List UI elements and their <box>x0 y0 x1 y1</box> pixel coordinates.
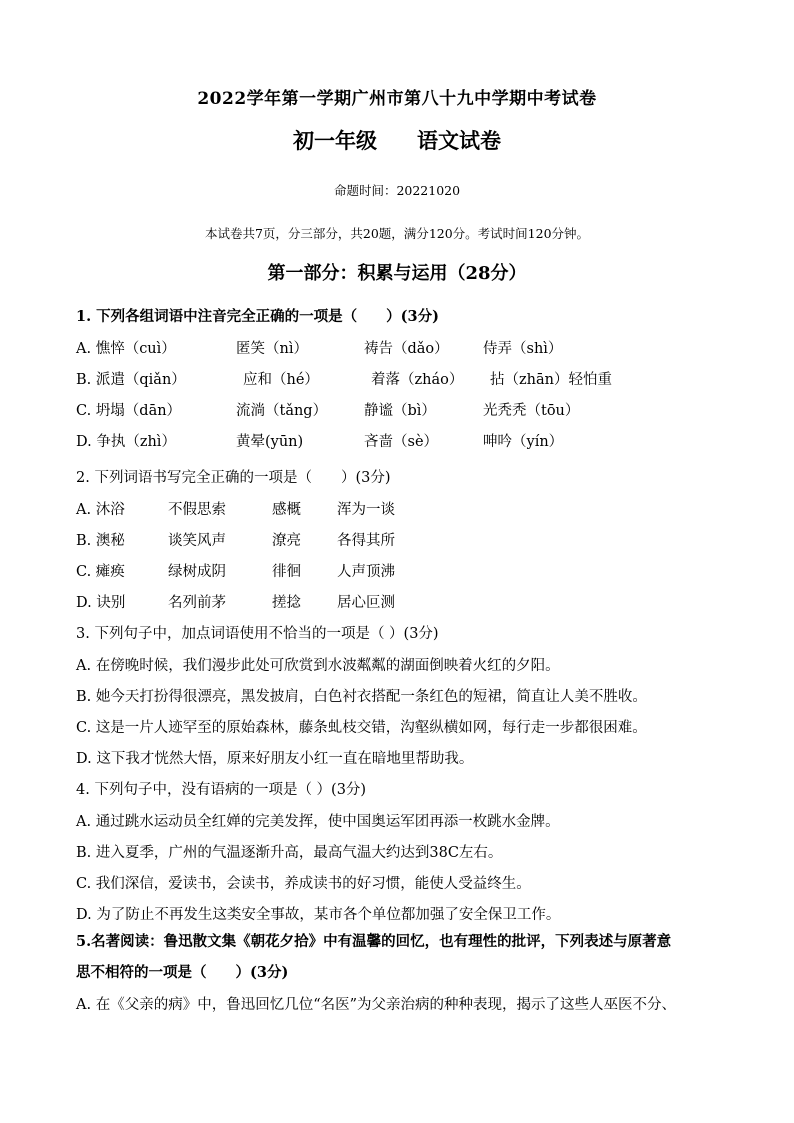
exam-date: 命题时间：20221020 <box>333 183 461 198</box>
q4-option-d: D. 为了防止不再发生这类安全事故，某市各个单位都加强了安全保卫工作。 <box>76 907 561 923</box>
q2-c-3: 徘徊 <box>272 564 301 580</box>
exam-info: 本试卷共7页，分三部分，共20题，满分120分。考试时间120分钟。 <box>204 226 590 241</box>
question-2-stem: 2. 下列词语书写完全正确的一项是（ ）(3分) <box>76 470 391 486</box>
q2-a-2: 不假思索 <box>168 502 226 518</box>
subject-label: 语文试卷 <box>417 128 501 153</box>
q3-option-d: D. 这下我才恍然大悟，原来好朋友小红一直在暗地里帮助我。 <box>76 751 474 767</box>
q2-c-1: C. 瘫痪 <box>76 564 125 580</box>
grade-label: 初一年级 <box>293 128 377 153</box>
q1-a-1: A. 憔悴（cuì） <box>76 341 176 357</box>
q2-d-1: D. 诀别 <box>76 595 126 611</box>
q1-b-3: 着落（zháo） <box>371 372 464 388</box>
q1-d-2: 黄晕(yūn) <box>236 434 304 450</box>
question-4-stem: 4. 下列句子中，没有语病的一项是（ ）(3分) <box>76 782 367 798</box>
q2-a-4: 浑为一谈 <box>337 502 395 518</box>
q3-option-a: A. 在傍晚时候，我们漫步此处可欣赏到水波粼粼的湖面倒映着火红的夕阳。 <box>76 658 560 674</box>
exam-title: 2022学年第一学期广州市第八十九中学期中考试卷 <box>197 89 597 109</box>
q4-option-b: B. 进入夏季，广州的气温逐渐升高，最高气温大约达到38C左右。 <box>76 845 503 861</box>
q1-a-4: 侍弄（shì） <box>483 341 563 357</box>
q1-c-3: 静谧（bì） <box>364 403 436 419</box>
q1-b-4: 拈（zhān）轻怕重 <box>490 372 612 388</box>
q3-option-b: B. 她今天打扮得很漂亮，黑发披肩，白色衬衣搭配一条红色的短裙，简直让人美不胜收。 <box>76 689 647 705</box>
q2-d-3: 搓捻 <box>272 595 301 611</box>
part1-title: 第一部分：积累与运用（28分） <box>267 263 527 284</box>
exam-subtitle <box>0 125 794 155</box>
q4-option-a: A. 通过跳水运动员全红婵的完美发挥，使中国奥运军团再添一枚跳水金牌。 <box>76 814 560 830</box>
q1-c-4: 光秃秃（tōu） <box>483 403 580 419</box>
q1-b-1: B. 派遣（qiǎn） <box>76 372 186 388</box>
q2-d-2: 名列前茅 <box>168 595 226 611</box>
q4-option-c: C. 我们深信，爱读书，会读书，养成读书的好习惯，能使人受益终生。 <box>76 876 531 892</box>
q1-d-1: D. 争执（zhì） <box>76 434 176 450</box>
question-5-stem-line2: 思不相符的一项是（ ）(3分) <box>76 964 289 981</box>
question-3-stem: 3. 下列句子中，加点词语使用不恰当的一项是（ ）(3分) <box>76 626 439 642</box>
q2-d-4: 居心叵测 <box>337 595 395 611</box>
q1-d-4: 呻吟（yín） <box>483 434 564 450</box>
q2-a-1: A. 沐浴 <box>76 502 125 518</box>
q2-c-2: 绿树成阴 <box>168 564 226 580</box>
q1-d-3: 吝啬（sè） <box>364 434 439 450</box>
q1-c-2: 流淌（tǎng） <box>236 403 328 419</box>
question-1-stem: 1. 下列各组词语中注音完全正确的一项是（ ）(3分) <box>76 308 439 325</box>
q2-b-3: 潦亮 <box>272 533 301 549</box>
q1-b-2: 应和（hé） <box>243 372 319 388</box>
q2-c-4: 人声顶沸 <box>337 564 395 580</box>
question-5-stem-line1: 5.名著阅读：鲁迅散文集《朝花夕拾》中有温馨的回忆，也有理性的批评，下列表述与原著意 <box>76 933 672 950</box>
q2-a-3: 感概 <box>272 502 301 518</box>
q1-a-2: 匿笑（nì） <box>236 341 308 357</box>
q2-b-2: 谈笑风声 <box>168 533 226 549</box>
q3-option-c: C. 这是一片人迹罕至的原始森林，藤条虬枝交错，沟壑纵横如网，每行走一步都很困难。 <box>76 720 647 736</box>
q5-option-a: A. 在《父亲的病》中，鲁迅回忆几位“名医”为父亲治病的种种表现，揭示了这些人巫医不分、 <box>76 997 677 1013</box>
q2-b-4: 各得其所 <box>337 533 395 549</box>
q1-c-1: C. 坍塌（dān） <box>76 403 182 419</box>
q1-a-3: 祷告（dǎo） <box>364 341 449 357</box>
q2-b-1: B. 澳秘 <box>76 533 125 549</box>
